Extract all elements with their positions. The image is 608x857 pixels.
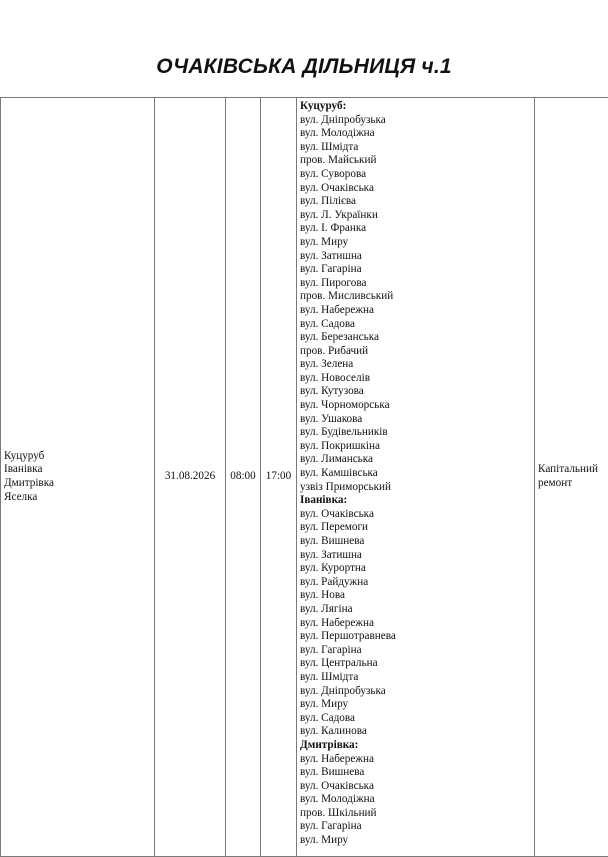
street-item: вул. Набережна — [300, 304, 534, 318]
street-item: вул. Лиманська — [300, 453, 534, 467]
start-time-cell: 08:00 — [226, 98, 261, 857]
street-item: вул. Перемоги — [300, 521, 534, 535]
street-item: вул. Дніпробузька — [300, 114, 534, 128]
street-item: вул. Новоселів — [300, 372, 534, 386]
reason-text: Капітальний — [538, 463, 608, 477]
street-item: вул. Молодіжна — [300, 127, 534, 141]
street-item: вул. Кутузова — [300, 385, 534, 399]
street-item: вул. Гагаріна — [300, 263, 534, 277]
street-item: вул. Миру — [300, 698, 534, 712]
street-item: вул. Садова — [300, 712, 534, 726]
settlements-cell — [1, 98, 155, 857]
street-item: вул. І. Франка — [300, 222, 534, 236]
street-item: вул. Затишна — [300, 250, 534, 264]
street-item: пров. Майський — [300, 154, 534, 168]
street-item: вул. Очаківська — [300, 182, 534, 196]
street-item: вул. Зелена — [300, 358, 534, 372]
street-item: вул. Калинова — [300, 725, 534, 739]
streets-cell — [297, 98, 535, 857]
street-item: вул. Камшівська — [300, 467, 534, 481]
street-item: вул. Набережна — [300, 753, 534, 767]
street-item: вул. Шмідта — [300, 671, 534, 685]
street-item: вул. Чорноморська — [300, 399, 534, 413]
street-item: вул. Л. Українки — [300, 209, 534, 223]
street-item: пров. Шкільний — [300, 807, 534, 821]
end-time-cell: 17:00 — [261, 98, 297, 857]
settlement-name: Дмитрівка — [4, 477, 154, 491]
street-item: вул. Вишнева — [300, 766, 534, 780]
street-item: вул. Райдужна — [300, 576, 534, 590]
street-item: вул. Нова — [300, 589, 534, 603]
street-item: пров. Рибачий — [300, 345, 534, 359]
village-heading: Іванівка: — [300, 494, 534, 508]
street-item: вул. Березанська — [300, 331, 534, 345]
street-item: вул. Миру — [300, 834, 534, 848]
date-cell: 31.08.2026 — [155, 98, 226, 857]
street-item: вул. Гагаріна — [300, 644, 534, 658]
street-item: вул. Центральна — [300, 657, 534, 671]
settlement-name: Іванівка — [4, 463, 154, 477]
street-item: вул. Набережна — [300, 617, 534, 631]
street-item: вул. Садова — [300, 318, 534, 332]
village-heading: Куцуруб: — [300, 100, 534, 114]
street-item: вул. Суворова — [300, 168, 534, 182]
street-item: вул. Пирогова — [300, 277, 534, 291]
settlement-name: Куцуруб — [4, 450, 154, 464]
reason-text: ремонт — [538, 477, 608, 491]
street-item: вул. Гагаріна — [300, 820, 534, 834]
village-heading: Дмитрівка: — [300, 739, 534, 753]
street-item: вул. Очаківська — [300, 508, 534, 522]
table-row — [1, 98, 608, 857]
street-item: вул. Лягіна — [300, 603, 534, 617]
reason-cell — [535, 98, 608, 857]
outage-schedule-table — [0, 97, 608, 857]
settlement-name: Яселка — [4, 491, 154, 505]
street-item: узвіз Приморський — [300, 481, 534, 495]
street-item: вул. Миру — [300, 236, 534, 250]
street-item: вул. Ушакова — [300, 413, 534, 427]
streets-list — [300, 100, 534, 848]
street-item: вул. Молодіжна — [300, 793, 534, 807]
page-title: ОЧАКІВСЬКА ДІЛЬНИЦЯ ч.1 — [0, 55, 608, 79]
street-item: вул. Будівельників — [300, 426, 534, 440]
street-item: вул. Шмідта — [300, 141, 534, 155]
street-item: вул. Курортна — [300, 562, 534, 576]
street-item: вул. Вишнева — [300, 535, 534, 549]
street-item: вул. Дніпробузька — [300, 685, 534, 699]
street-item: пров. Мисливський — [300, 290, 534, 304]
street-item: вул. Першотравнева — [300, 630, 534, 644]
street-item: вул. Затишна — [300, 549, 534, 563]
street-item: вул. Очаківська — [300, 780, 534, 794]
street-item: вул. Покришкіна — [300, 440, 534, 454]
street-item: вул. Пілієва — [300, 195, 534, 209]
